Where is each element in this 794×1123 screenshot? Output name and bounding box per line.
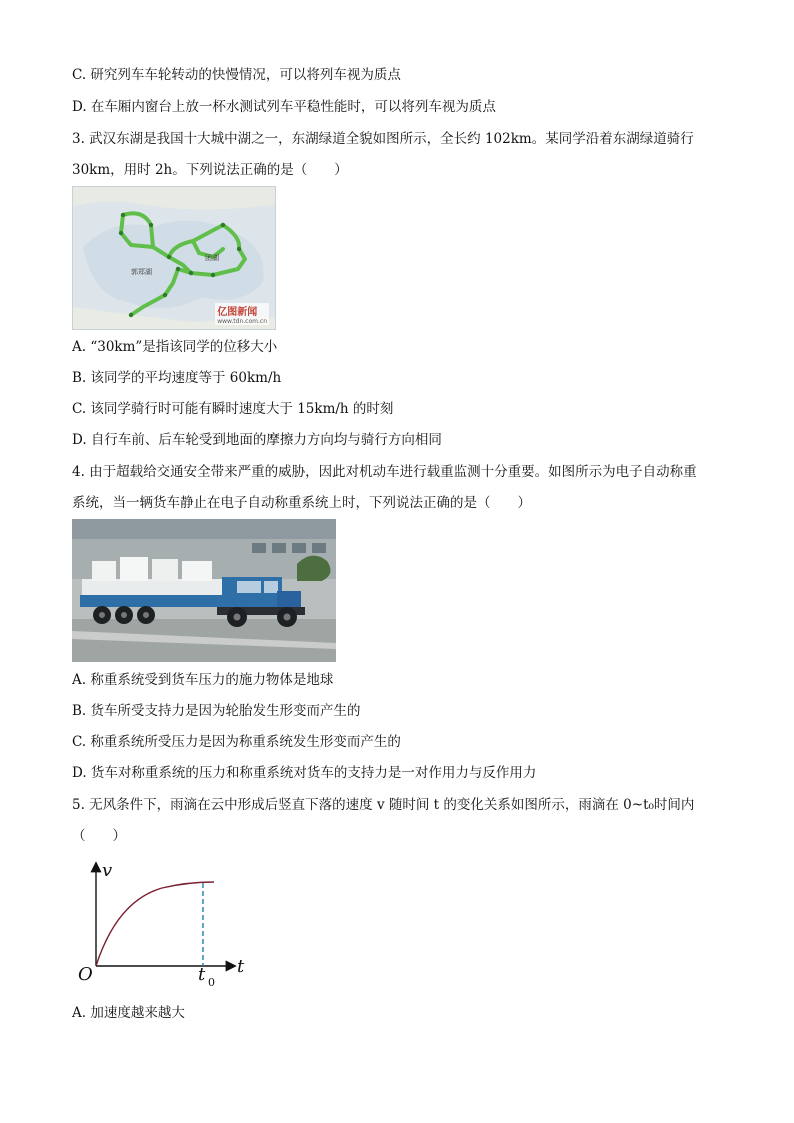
question-4-option-b: B. 货车所受支持力是因为轮胎发生形变而产生的 [72,703,361,719]
logo-text: 亿图新闻 [217,307,258,318]
t-axis-label: t [237,956,245,977]
question-3-option-c: C. 该同学骑行时可能有瞬时速度大于 15km/h 的时刻 [72,401,394,417]
origin-label: O [78,964,93,985]
v-axis-label: v [102,860,113,881]
east-lake-map-figure [72,186,276,330]
velocity-time-graph [72,856,252,992]
vt-graph-svg [72,856,252,992]
option-c-prev: C. 研究列车车轮转动的快慢情况，可以将列车视为质点 [72,67,401,83]
lake-left-label: 郭郑湖 [131,268,152,276]
question-4-option-c: C. 称重系统所受压力是因为称重系统发生形变而产生的 [72,734,401,750]
t0-label: t [198,964,206,985]
lake-right-label: 团湖 [205,254,219,262]
question-3-stem-line2: 30km，用时 2h。下列说法正确的是（ ） [72,162,348,178]
question-3-option-d: D. 自行车前、后车轮受到地面的摩擦力方向均与骑行方向相同 [72,432,442,448]
velocity-curve [96,882,214,966]
question-5-stem-line2: （ ） [72,828,126,844]
news-logo [215,303,269,325]
question-5-stem-line1: 5. 无风条件下，雨滴在云中形成后竖直下落的速度 v 随时间 t 的变化关系如图所示，雨滴在 0~t₀时间内 [72,797,695,813]
question-3-option-a: A. “30km”是指该同学的位移大小 [72,339,278,355]
question-4-stem-line2: 系统，当一辆货车静止在电子自动称重系统上时，下列说法正确的是（ ） [72,495,531,511]
option-d-prev: D. 在车厢内窗台上放一杯水测试列车平稳性能时，可以将列车视为质点 [72,99,496,115]
t0-subscript: 0 [208,976,215,989]
truck-weighing-photo [72,519,336,662]
question-4-option-a: A. 称重系统受到货车压力的施力物体是地球 [72,672,334,688]
question-5-option-a: A. 加速度越来越大 [72,1005,185,1021]
question-3-option-b: B. 该同学的平均速度等于 60km/h [72,370,282,386]
question-4-option-d: D. 货车对称重系统的压力和称重系统对货车的支持力是一对作用力与反作用力 [72,765,537,781]
question-4-stem-line1: 4. 由于超载给交通安全带来严重的威胁，因此对机动车进行载重监测十分重要。如图所示为电子自动称重 [72,464,697,480]
question-3-stem-line1: 3. 武汉东湖是我国十大城中湖之一，东湖绿道全貌如图所示，全长约 102km。某同学沿着东湖绿道骑行 [72,131,694,147]
logo-url: www.tdn.com.cn [217,318,267,325]
truck-drawing [72,519,336,662]
